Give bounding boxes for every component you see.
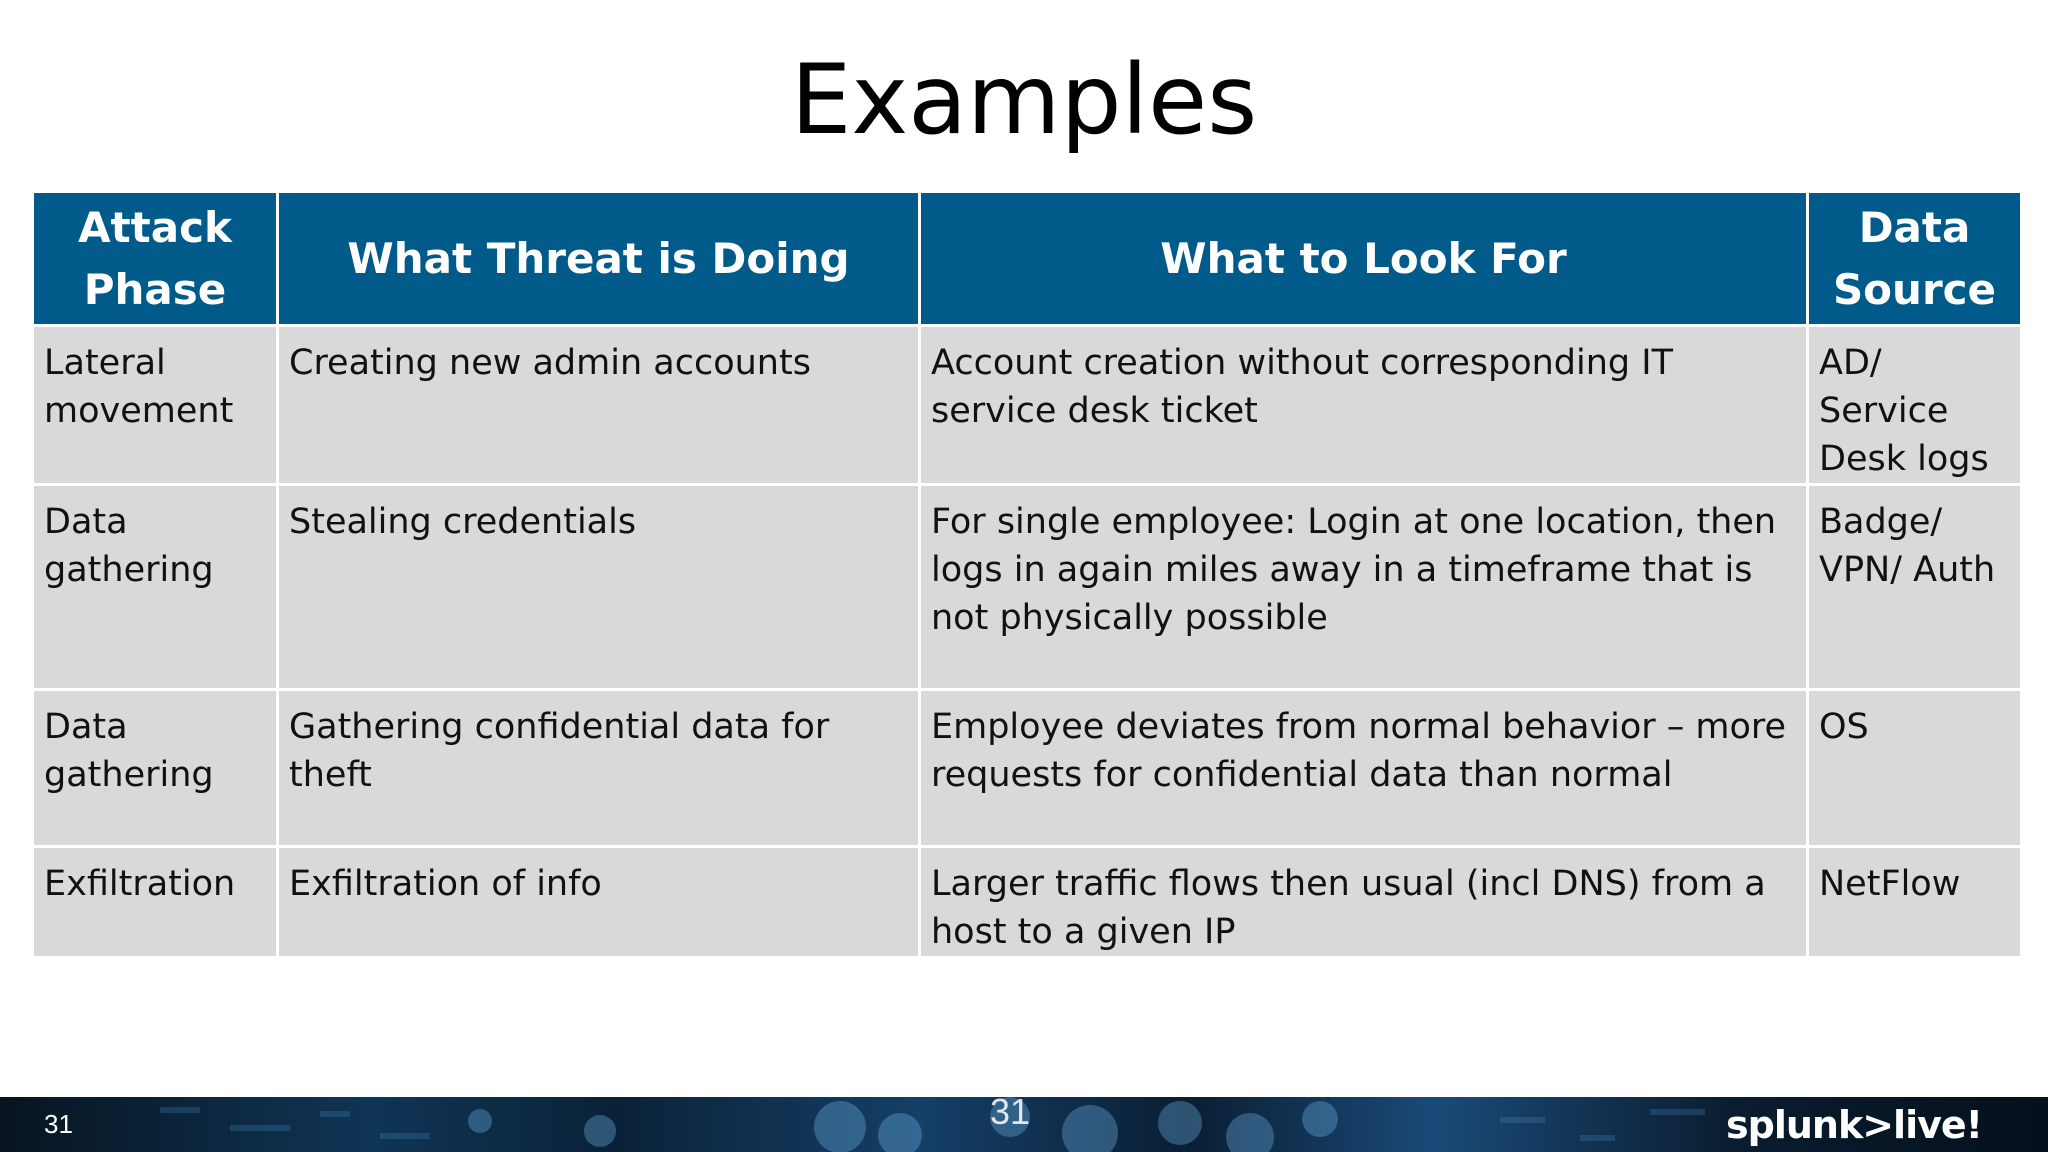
footer-banner <box>0 1097 2048 1152</box>
cell-attack-phase: Lateral movement <box>33 326 278 485</box>
page-number: 31 <box>44 1109 73 1139</box>
table-row <box>33 326 2022 485</box>
examples-table <box>31 190 2023 959</box>
cell-attack-phase: Exfiltration <box>33 847 278 958</box>
header-attack-phase: Attack Phase <box>33 192 278 326</box>
slide-title: Examples <box>790 44 1258 156</box>
table-row <box>33 847 2022 958</box>
header-data-source: Data Source <box>1808 192 2022 326</box>
table-row <box>33 485 2022 690</box>
cell-threat-activity: Exfiltration of info <box>278 847 920 958</box>
cell-threat-activity: Creating new admin accounts <box>278 326 920 485</box>
header-what-to-look-for: What to Look For <box>920 192 1808 326</box>
splunk-live-logo: splunk>live! <box>1726 1103 1982 1147</box>
cell-data-source: AD/ Service Desk logs <box>1808 326 2022 485</box>
table-row <box>33 690 2022 847</box>
cell-threat-activity: Gathering confidential data for theft <box>278 690 920 847</box>
cell-attack-phase: Data gathering <box>33 690 278 847</box>
table-header-row <box>33 192 2022 326</box>
cell-what-to-look-for: Larger traffic flows then usual (incl DNS) from a host to a given IP <box>920 847 1808 958</box>
page-number-overlay: 31 <box>990 1097 1031 1132</box>
cell-what-to-look-for: Employee deviates from normal behavior – more requests for confidential data than normal <box>920 690 1808 847</box>
cell-what-to-look-for: Account creation without corresponding IT service desk ticket <box>920 326 1808 485</box>
cell-data-source: Badge/ VPN/ Auth <box>1808 485 2022 690</box>
cell-data-source: OS <box>1808 690 2022 847</box>
header-what-threat-is-doing: What Threat is Doing <box>278 192 920 326</box>
cell-threat-activity: Stealing credentials <box>278 485 920 690</box>
cell-what-to-look-for: For single employee: Login at one location, then logs in again miles away in a timeframe that is not physically possible <box>920 485 1808 690</box>
cell-data-source: NetFlow <box>1808 847 2022 958</box>
cell-attack-phase: Data gathering <box>33 485 278 690</box>
